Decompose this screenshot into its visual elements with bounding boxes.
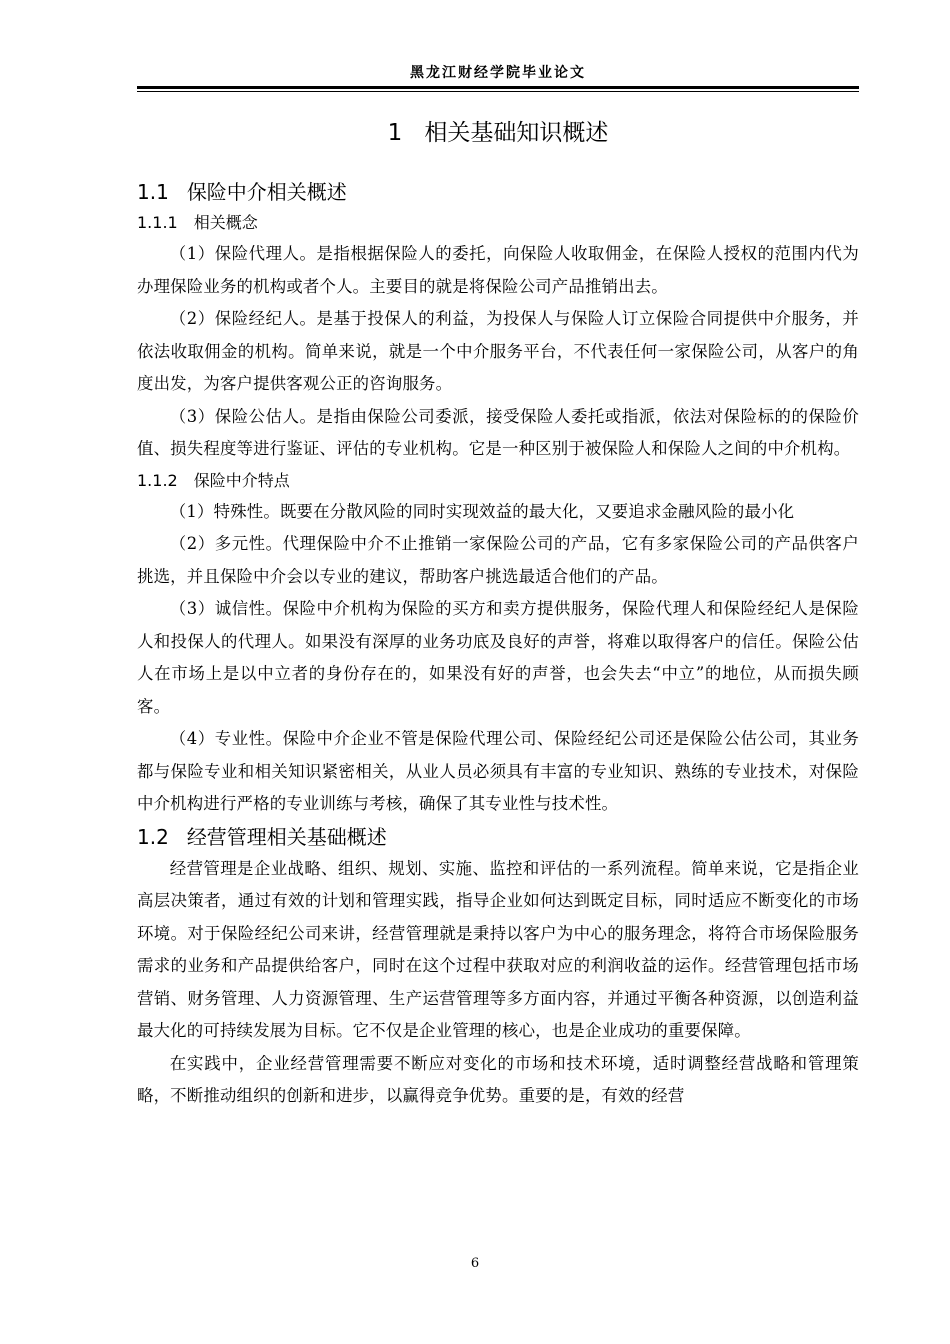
section-1-2-title: [137, 821, 859, 853]
section-number: 1.1: [137, 180, 169, 204]
paragraph: 在实践中，企业经营管理需要不断应对变化的市场和技术环境，适时调整经营战略和管理策略，不断推动组织的创新和进步，以赢得竞争优势。重要的是，有效的经营: [137, 1053, 859, 1105]
header-rule-thick: [137, 86, 859, 89]
page-header: 黑龙江财经学院毕业论文: [410, 65, 586, 81]
paragraph: （3）保险公估人。是指由保险公司委派，接受保险人委托或指派，依法对保险标的的保险价值、损失程度等进行鉴证、评估的专业机构。它是一种区别于被保险人和保险人之间的中介机构。: [137, 406, 859, 458]
paragraph: （4）专业性。保险中介企业不管是保险代理公司、保险经纪公司还是保险公估公司，其业务都与保险专业和相关知识紧密相关，从业人员必须具有丰富的专业知识、熟练的专业技术，对保险中介机构进行严格的专业训练与考核，确保了其专业性与技术性。: [137, 729, 859, 813]
subsection-number: 1.1.2: [137, 470, 178, 490]
subsection-1-1-1-title: [137, 208, 859, 238]
paragraph: （1）保险代理人。是指根据保险人的委托，向保险人收取佣金，在保险人授权的范围内代为办理保险业务的机构或者个人。主要目的就是将保险公司产品推销出去。: [137, 244, 859, 296]
chapter-title-text: 相关基础知识概述: [424, 120, 609, 146]
section-1-1-title: [137, 176, 859, 208]
subsection-number: 1.1.1: [137, 213, 178, 232]
paragraph: （2）多元性。代理保险中介不止推销一家保险公司的产品，它有多家保险公司的产品供客户挑选，并且保险中介会以专业的建议，帮助客户挑选最适合他们的产品。: [137, 534, 859, 586]
paragraph: 经营管理是企业战略、组织、规划、实施、监控和评估的一系列流程。简单来说，它是指企业高层决策者，通过有效的计划和管理实践，指导企业如何达到既定目标，同时适应不断变化的市场环境。对于保险经纪公司来讲，经营管理就是秉持以客户为中心的服务理念，将符合市场保险服务需求的业务和产品提供给客户，同时在这个过程中获取对应的利润收益的运作。经营管理包括市场营销、财务管理、人力资源管理、生产运营管理等多方面内容，并通过平衡各种资源，以创造利益最大化的可持续发展为目标。它不仅是企业管理的核心，也是企业成功的重要保障。: [137, 858, 859, 1040]
section-title-text: 保险中介相关概述: [186, 180, 347, 204]
page-number: 6: [470, 1256, 480, 1271]
subsection-title-text: 保险中介特点: [193, 470, 290, 490]
paragraph: （2）保险经纪人。是基于投保人的利益，为投保人与保险人订立保险合同提供中介服务，并依法收取佣金的机构。简单来说，就是一个中介服务平台，不代表任何一家保险公司，从客户的角度出发，为客户提供客观公正的咨询服务。: [137, 309, 859, 393]
chapter-number: 1: [387, 120, 403, 146]
page-content: [137, 112, 859, 1113]
subsection-1-1-2-title: [137, 466, 859, 496]
chapter-title: [137, 112, 859, 154]
section-title-text: 经营管理相关基础概述: [186, 824, 387, 849]
subsection-title-text: 相关概念: [193, 213, 258, 232]
paragraph: （1）特殊性。既要在分散风险的同时实现效益的最大化，又要追求金融风险的最小化: [169, 501, 795, 521]
header-rule-thin: [137, 91, 859, 92]
paragraph: （3）诚信性。保险中介机构为保险的买方和卖方提供服务，保险代理人和保险经纪人是保险人和投保人的代理人。如果没有深厚的业务功底及良好的声誉，将难以取得客户的信任。保险公估人在市场上是以中立者的身份存在的，如果没有好的声誉，也会失去“中立”的地位，从而损失顾客。: [137, 599, 859, 716]
section-number: 1.2: [137, 824, 169, 849]
